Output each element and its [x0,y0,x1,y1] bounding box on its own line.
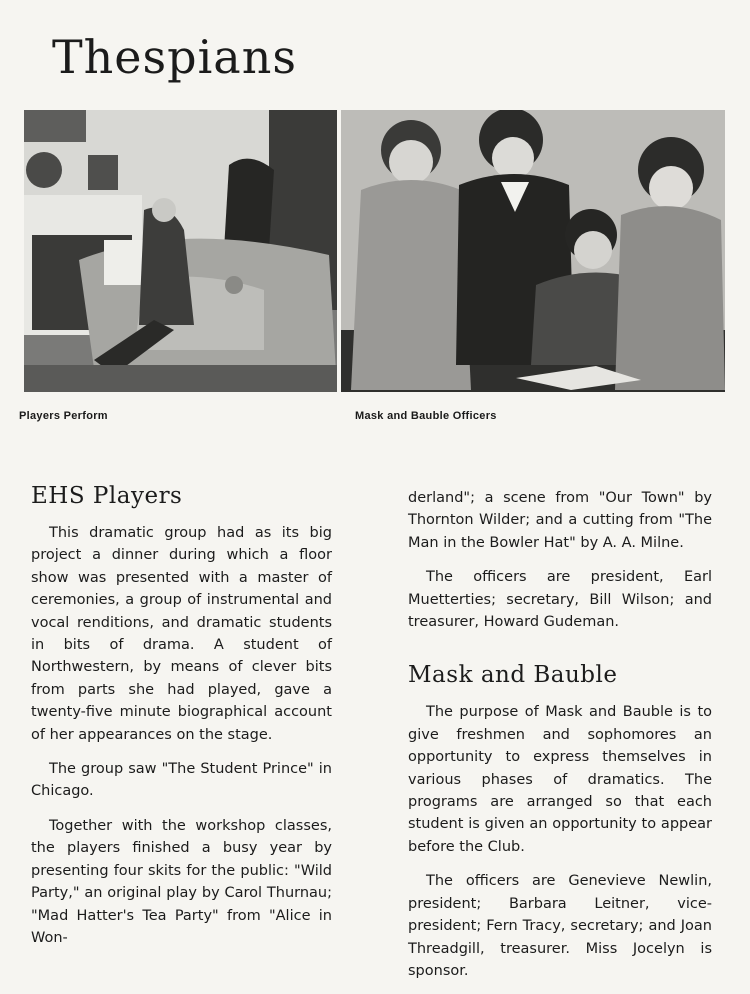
ehs-players-paragraph: The group saw "The Student Prince" in Chicago. [31,761,332,800]
mask-and-bauble-officers-text: The officers are Genevieve Newlin, president; Barbara Leitner, vice-president; Fern Tracy, secretary; and Joan Threadgill, treasurer. Miss Jocelyn is sponsor. [408,873,712,979]
right-column [408,487,712,994]
players-perform-photo [24,110,337,392]
ehs-players-paragraph: Together with the workshop classes, the players finished a busy year by presenting four skits for the public: "Wild Party," an original play by Carol Thurnau; "Mad Hatter's Tea Party" from "Alice in Won- [31,817,332,946]
ehs-players-heading: EHS Players [31,483,183,509]
left-column [31,480,332,961]
ehs-players-paragraph: This dramatic group had as its big project a dinner during which a floor show was presented with a master of ceremonies, a group of instrumental and vocal renditions, and dramatic students in bits of drama. A student of Northwestern, by means of clever bits from parts she had played, gave a twenty-five minute biographical account of her appearances on the stage. [31,525,332,743]
page-title: Thespians [52,30,297,84]
ehs-players-continuation: derland"; a scene from "Our Town" by Thornton Wilder; and a cutting from "The Man in the Bowler Hat" by A. A. Milne. [408,490,712,551]
players-perform-caption: Players Perform [19,410,108,422]
mask-and-bauble-officers-photo [341,110,725,392]
mask-and-bauble-officers-caption: Mask and Bauble Officers [355,410,497,422]
ehs-players-officers: The officers are president, Earl Muetterties; secretary, Bill Wilson; and treasurer, Howard Gudeman. [408,569,712,631]
mask-and-bauble-purpose: The purpose of Mask and Bauble is to give freshmen and sophomores an opportunity to express themselves in various phases of dramatics. The programs are arranged so that each student is given an opportunity to appear before the Club. [408,704,712,855]
mask-and-bauble-heading: Mask and Bauble [408,662,618,689]
